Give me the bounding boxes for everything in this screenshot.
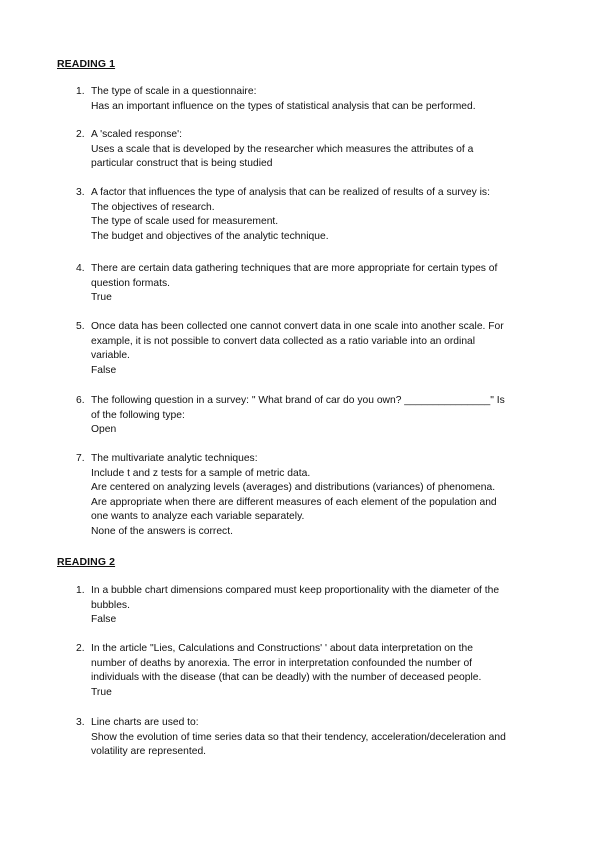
question-text-continued: of the following type: bbox=[91, 409, 185, 421]
question-text: The multivariate analytic techniques: bbox=[91, 453, 258, 464]
answer-text: None of the answers is correct. bbox=[91, 525, 233, 537]
question-item bbox=[76, 584, 546, 628]
question-text: The type of scale in a questionnaire: bbox=[91, 86, 257, 97]
answer-text: False bbox=[91, 614, 117, 626]
question-text: Line charts are used to: bbox=[91, 717, 199, 728]
answer-text: True bbox=[91, 292, 112, 304]
question-text-continued: number of deaths by anorexia. The error in interpretation confounded the number of bbox=[91, 657, 473, 669]
question-item bbox=[76, 452, 546, 540]
question-number: 5. bbox=[76, 321, 85, 332]
answer-text: one wants to analyze each variable separately. bbox=[91, 511, 305, 523]
question-text-continued: question formats. bbox=[91, 277, 170, 289]
answer-text: The type of scale used for measurement. bbox=[91, 216, 279, 228]
question-text-continued: individuals with the disease (that can be deadly) with the number of deceased people. bbox=[91, 672, 482, 684]
answer-text: Are appropriate when there are different measures of each element of the population and bbox=[91, 496, 497, 508]
answer-text: Are centered on analyzing levels (averages) and distributions (variances) of phenomena. bbox=[91, 482, 496, 494]
question-number: 4. bbox=[76, 263, 85, 274]
question-text: Once data has been collected one cannot convert data in one scale into another scale. For bbox=[91, 321, 504, 332]
section-heading-reading-2: READING 2 bbox=[57, 556, 116, 568]
question-item bbox=[76, 186, 546, 244]
question-item bbox=[76, 394, 546, 438]
question-item bbox=[76, 128, 546, 172]
section-heading-reading-1: READING 1 bbox=[57, 58, 116, 70]
answer-text: The objectives of research. bbox=[91, 201, 215, 213]
question-number: 3. bbox=[76, 187, 85, 198]
question-text-continued: bubbles. bbox=[91, 599, 130, 611]
question-number: 6. bbox=[76, 395, 85, 406]
answer-text: False bbox=[91, 364, 117, 376]
answer-text: Include t and z tests for a sample of metric data. bbox=[91, 467, 311, 479]
question-text: The following question in a survey: " What brand of car do you own? _______________" Is bbox=[91, 395, 505, 406]
answer-text: volatility are represented. bbox=[91, 746, 207, 758]
answer-text: The budget and objectives of the analytic technique. bbox=[91, 230, 329, 242]
question-number: 2. bbox=[76, 129, 85, 140]
question-text: In a bubble chart dimensions compared must keep proportionality with the diameter of the bbox=[91, 585, 500, 596]
question-number: 2. bbox=[76, 643, 85, 654]
question-item bbox=[76, 320, 546, 378]
question-text: A factor that influences the type of analysis that can be realized of results of a survey is: bbox=[91, 187, 490, 198]
answer-text: Has an important influence on the types of statistical analysis that can be performed. bbox=[91, 100, 476, 112]
answer-text: Show the evolution of time series data so that their tendency, acceleration/deceleration and bbox=[91, 731, 506, 743]
question-number: 1. bbox=[76, 585, 85, 596]
answer-text: True bbox=[91, 686, 112, 698]
question-number: 1. bbox=[76, 86, 85, 97]
question-text: A 'scaled response': bbox=[91, 129, 182, 140]
question-text: In the article "Lies, Calculations and Constructions' ' about data interpretation on the bbox=[91, 643, 473, 654]
question-number: 7. bbox=[76, 453, 85, 464]
question-text-continued: variable. bbox=[91, 350, 130, 362]
question-item bbox=[76, 642, 546, 700]
question-text-continued: example, it is not possible to convert data collected as a ratio variable into an ordinal bbox=[91, 335, 476, 347]
answer-text: Open bbox=[91, 424, 117, 436]
question-text: There are certain data gathering techniques that are more appropriate for certain types of bbox=[91, 263, 498, 274]
question-item bbox=[76, 716, 546, 760]
question-item bbox=[76, 262, 546, 306]
question-number: 3. bbox=[76, 717, 85, 728]
question-item bbox=[76, 85, 546, 114]
answer-text: Uses a scale that is developed by the researcher which measures the attributes of a bbox=[91, 143, 474, 155]
answer-text: particular construct that is being studied bbox=[91, 158, 273, 170]
